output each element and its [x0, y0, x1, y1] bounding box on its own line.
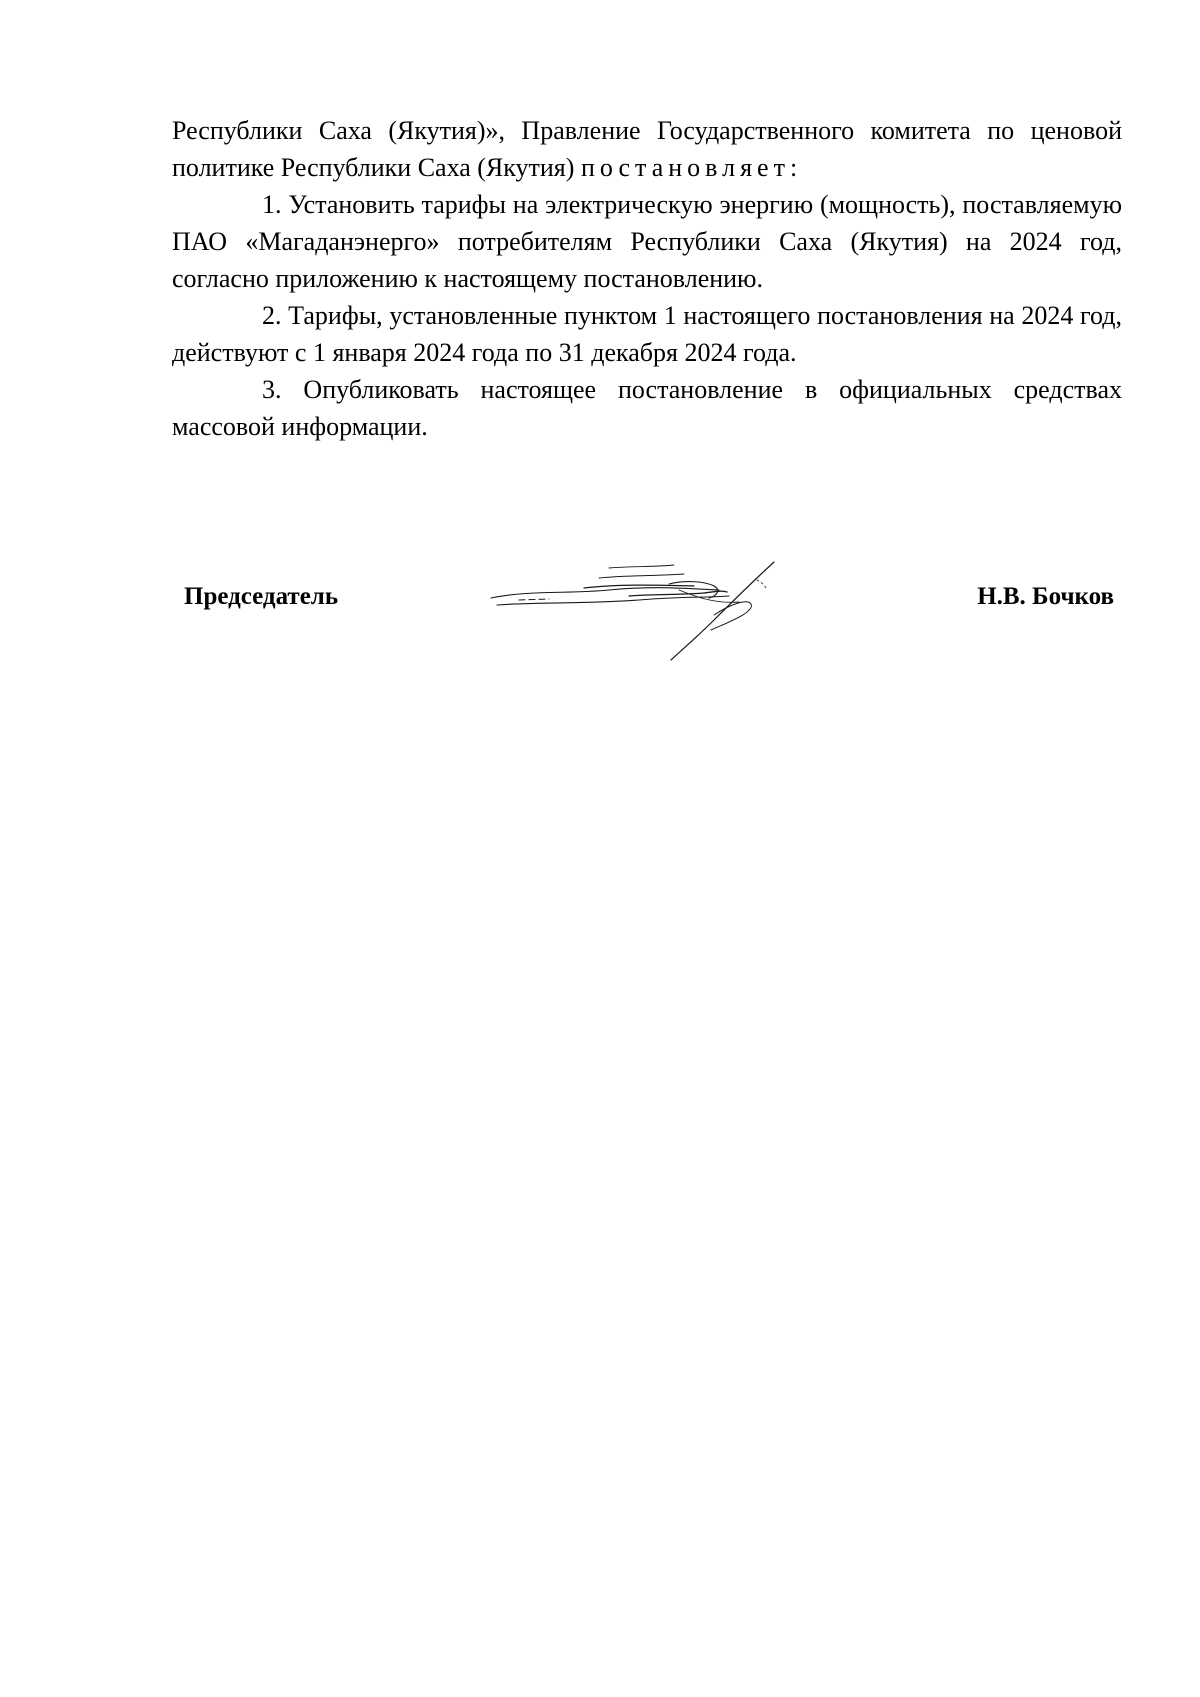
item-2-paragraph: 2. Тарифы, установленные пунктом 1 настоящего постановления на 2024 год, действуют с 1 января 2024 года по 31 декабря 2024 года.	[172, 301, 1122, 367]
signatory-title: Председатель	[184, 583, 339, 610]
signatory-name: Н.В. Бочков	[977, 583, 1114, 610]
intro-paragraph	[172, 112, 1122, 186]
item-1-paragraph: 1. Установить тарифы на электрическую энергию (мощность), поставляемую ПАО «Магаданэнерго» потребителям Республики Саха (Якутия) на 2024 год, согласно приложению к настоящему постановлению.	[172, 190, 1122, 293]
intro-tail: :	[789, 153, 798, 182]
intro-text: Республики Саха (Якутия)», Правление Государственного комитета по ценовой политике Республики Саха (Якутия)	[172, 116, 1122, 182]
document-body	[172, 112, 1122, 445]
item-3-paragraph: 3. Опубликовать настоящее постановление в официальных средствах массовой информации.	[172, 375, 1122, 441]
signature-block	[184, 560, 1114, 670]
resolution-keyword: постановляет	[580, 153, 790, 182]
handwritten-signature	[489, 560, 799, 665]
